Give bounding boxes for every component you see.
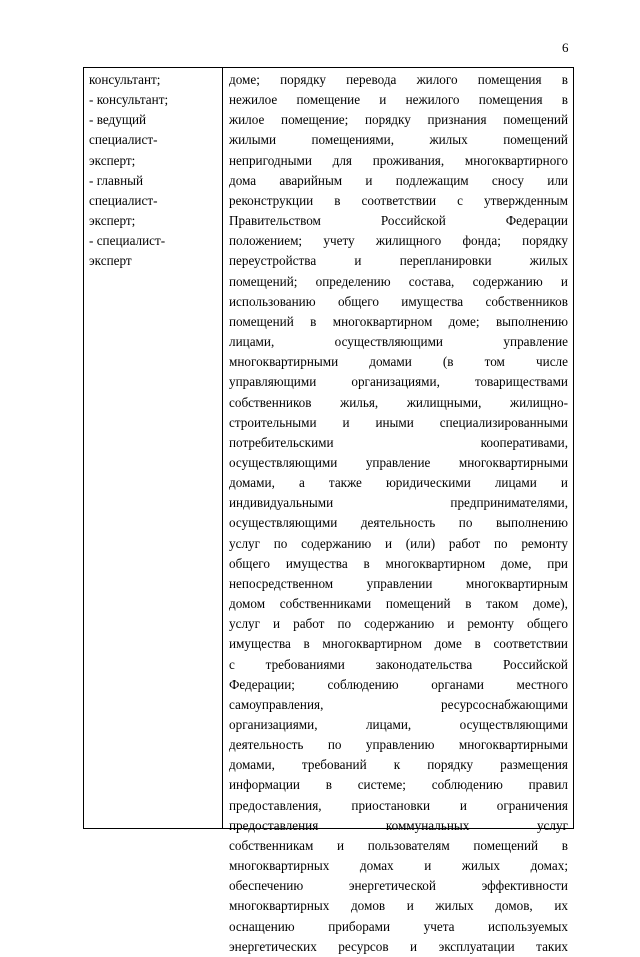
duties-text-line: осуществляющими деятельность по выполнению bbox=[229, 515, 568, 531]
position-title-line: - ведущий bbox=[89, 112, 147, 128]
duties-text-line: информации в системе; соблюдению правил bbox=[229, 777, 568, 793]
duties-text-line: жилыми помещениями, жилых помещений bbox=[229, 132, 568, 148]
duties-text-line: услуг по содержанию и (или) работ по ремонту bbox=[229, 535, 568, 551]
duties-text-line: организациями, лицами, осуществляющими bbox=[229, 717, 568, 732]
duties-text-line: реконструкции в соответствии с утвержденным bbox=[229, 192, 568, 208]
position-title-line: эксперт; bbox=[89, 152, 136, 168]
duties-text-line: использованию общего имущества собственников bbox=[229, 293, 568, 309]
position-title-line: - главный bbox=[89, 172, 144, 188]
duties-text-line: осуществляющими управление многоквартирными bbox=[229, 454, 568, 470]
duties-text-line: положением; учету жилищного фонда; порядку bbox=[229, 233, 568, 249]
duties-text-line: помещений в многоквартирном доме; выполнению bbox=[229, 313, 568, 329]
duties-text-line: управляющими организациями, товариществами bbox=[229, 374, 568, 390]
duties-text-line: деятельность по управлению многоквартирными bbox=[229, 737, 568, 753]
position-title-line: эксперт; bbox=[89, 213, 136, 229]
page-number: 6 bbox=[562, 40, 569, 55]
duties-text-line: домами, а также юридическими лицами и bbox=[229, 475, 568, 491]
duties-text-line: дома аварийным и подлежащим сносу или bbox=[229, 172, 568, 188]
duties-text-line: домом собственниками помещений в таком доме), bbox=[229, 596, 568, 612]
duties-text-line: помещений; определению состава, содержанию и bbox=[229, 273, 568, 289]
duties-text-line: индивидуальными предпринимателями, bbox=[229, 495, 568, 511]
duties-text-line: с требованиями законодательства Российской bbox=[229, 656, 568, 672]
position-titles-cell bbox=[84, 68, 223, 828]
duties-text-line: услуг и работ по содержанию и ремонту общего bbox=[229, 616, 568, 632]
duties-text-line: переустройства и перепланировки жилых bbox=[229, 253, 568, 269]
duties-text-line: лицами, осуществляющими управление bbox=[229, 334, 568, 350]
duties-text-line: оснащению приборами учета используемых bbox=[229, 918, 568, 934]
duties-text-line: имущества в многоквартирном доме в соответствии bbox=[229, 636, 568, 652]
position-title-line: эксперт bbox=[89, 253, 132, 269]
position-title-line: - консультант; bbox=[89, 92, 169, 108]
duties-text-line: непосредственном управлении многоквартирным bbox=[229, 575, 568, 591]
position-title-line: специалист- bbox=[89, 132, 158, 148]
duties-description-cell bbox=[223, 68, 573, 954]
duties-text-line: нежилое помещение и нежилого помещения в bbox=[229, 92, 568, 108]
duties-text-line: предоставления коммунальных услуг bbox=[229, 817, 568, 833]
position-title-line: - специалист- bbox=[89, 233, 166, 249]
duties-text-line: домами, требований к порядку размещения bbox=[229, 757, 568, 773]
duties-text-line: собственникам и пользователям помещений в bbox=[229, 837, 568, 853]
duties-text-line: общего имущества в многоквартирном доме, при bbox=[229, 555, 568, 571]
duties-text-line: доме; порядку перевода жилого помещения в bbox=[229, 72, 568, 87]
document-table bbox=[83, 67, 574, 954]
position-title-line: консультант; bbox=[89, 72, 161, 87]
duties-text-line: самоуправления, ресурсоснабжающими bbox=[229, 696, 568, 712]
duties-text-line: энергетических ресурсов и эксплуатации таких bbox=[229, 938, 568, 954]
duties-text-line: Федерации; соблюдению органами местного bbox=[229, 676, 568, 692]
duties-text-line: обеспечению энергетической эффективности bbox=[229, 878, 568, 894]
duties-text-line: Правительством Российской Федерации bbox=[229, 213, 568, 229]
duties-text-line: многоквартирных домов и жилых домов, их bbox=[229, 898, 568, 914]
duties-text-line: жилое помещение; порядку признания помещений bbox=[229, 112, 568, 128]
position-title-line: специалист- bbox=[89, 192, 158, 208]
duties-text-line: предоставления, приостановки и ограничения bbox=[229, 797, 568, 813]
duties-text-line: непригодными для проживания, многоквартирного bbox=[229, 152, 568, 168]
duties-text-line: многоквартирных домах и жилых домах; bbox=[229, 858, 568, 874]
duties-text-line: потребительскими кооперативами, bbox=[229, 434, 568, 450]
duties-text-line: многоквартирными домами (в том числе bbox=[229, 354, 568, 370]
duties-text-line: строительными и иными специализированными bbox=[229, 414, 568, 430]
duties-text-line: собственников жилья, жилищными, жилищно- bbox=[229, 394, 568, 410]
